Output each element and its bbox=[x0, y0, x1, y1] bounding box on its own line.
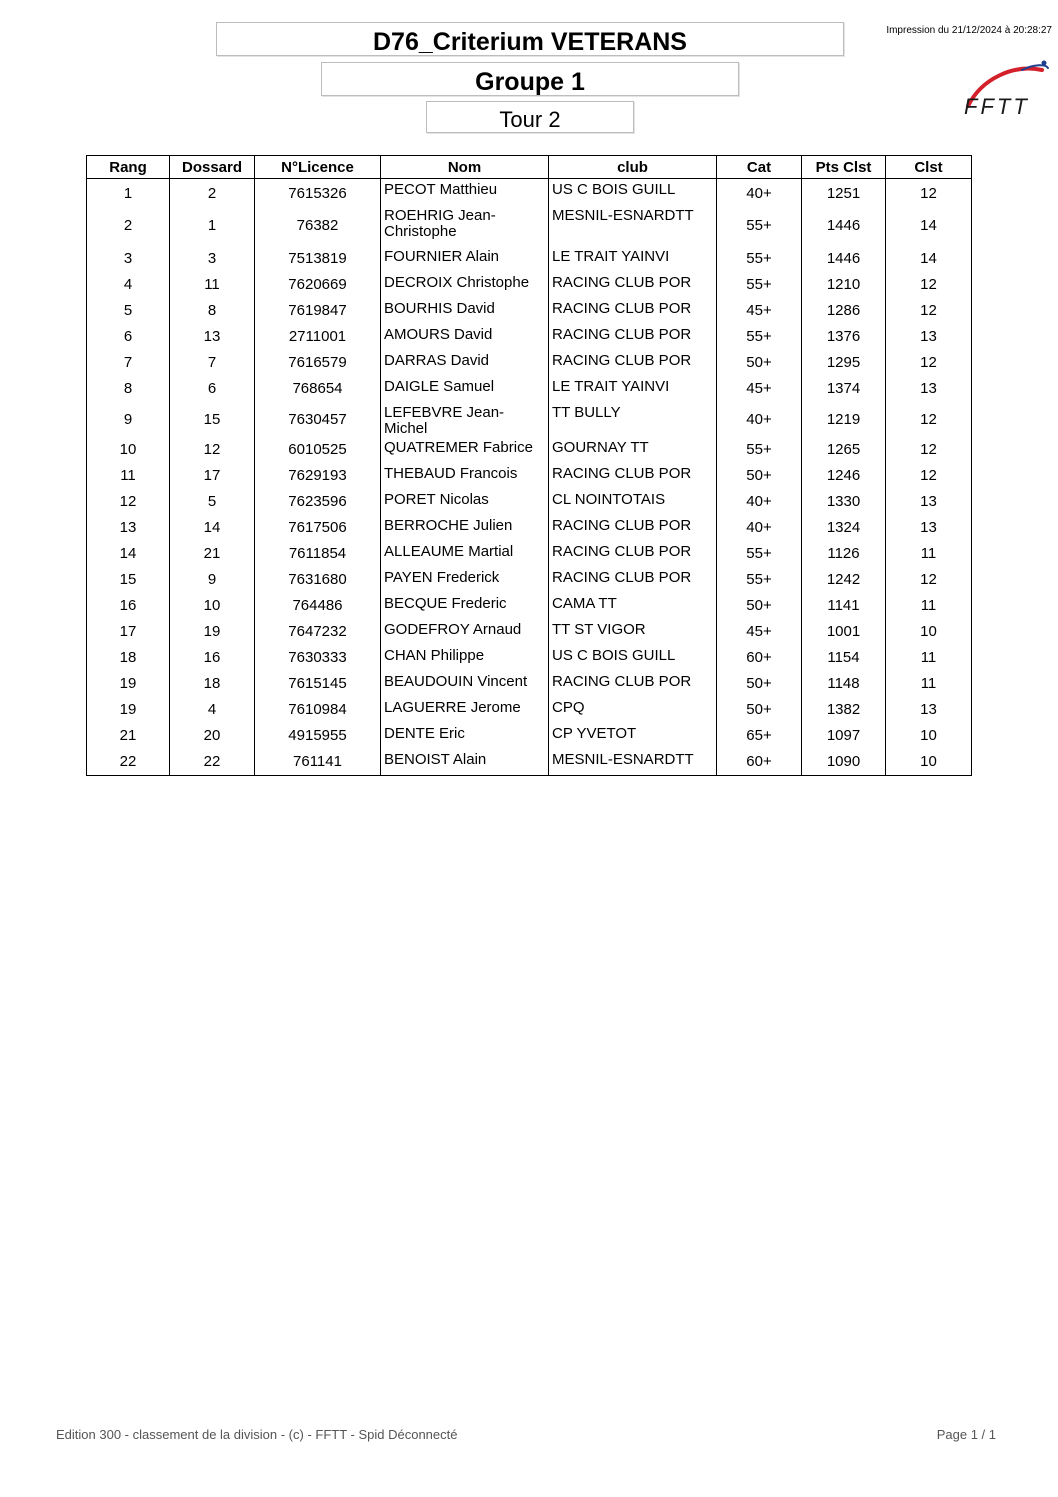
cell-ranking: 14 bbox=[886, 205, 972, 246]
cell-name: THEBAUD Francois bbox=[381, 463, 549, 489]
cell-bib: 1 bbox=[170, 205, 255, 246]
cell-rank: 11 bbox=[87, 463, 170, 489]
cell-name: LAGUERRE Jerome bbox=[381, 697, 549, 723]
cell-club: TT BULLY bbox=[549, 402, 717, 437]
cell-rank: 19 bbox=[87, 697, 170, 723]
cell-ranking: 11 bbox=[886, 671, 972, 697]
table-header-row bbox=[87, 156, 972, 179]
table-row bbox=[87, 489, 972, 515]
cell-licence: 7616579 bbox=[255, 350, 381, 376]
cell-club: RACING CLUB POR bbox=[549, 298, 717, 324]
cell-bib: 8 bbox=[170, 298, 255, 324]
cell-category: 50+ bbox=[717, 671, 802, 697]
cell-rank: 15 bbox=[87, 567, 170, 593]
cell-category: 40+ bbox=[717, 515, 802, 541]
footer-page-number: Page 1 / 1 bbox=[936, 1427, 996, 1442]
table-row bbox=[87, 645, 972, 671]
cell-points: 1446 bbox=[802, 205, 886, 246]
cell-licence: 2711001 bbox=[255, 324, 381, 350]
cell-bib: 12 bbox=[170, 437, 255, 463]
cell-ranking: 11 bbox=[886, 593, 972, 619]
cell-rank: 3 bbox=[87, 246, 170, 272]
column-header-bib: Dossard bbox=[170, 156, 255, 179]
table-row bbox=[87, 567, 972, 593]
column-header-name: Nom bbox=[381, 156, 549, 179]
cell-bib: 15 bbox=[170, 402, 255, 437]
cell-points: 1251 bbox=[802, 179, 886, 206]
cell-rank: 16 bbox=[87, 593, 170, 619]
cell-licence: 7513819 bbox=[255, 246, 381, 272]
cell-licence: 7617506 bbox=[255, 515, 381, 541]
cell-bib: 17 bbox=[170, 463, 255, 489]
cell-licence: 764486 bbox=[255, 593, 381, 619]
table-row bbox=[87, 376, 972, 402]
cell-licence: 76382 bbox=[255, 205, 381, 246]
column-header-rank: Rang bbox=[87, 156, 170, 179]
cell-ranking: 13 bbox=[886, 515, 972, 541]
cell-ranking: 10 bbox=[886, 749, 972, 776]
cell-points: 1446 bbox=[802, 246, 886, 272]
cell-category: 40+ bbox=[717, 402, 802, 437]
cell-points: 1330 bbox=[802, 489, 886, 515]
cell-ranking: 13 bbox=[886, 376, 972, 402]
cell-name: ROEHRIG Jean-Christophe bbox=[381, 205, 549, 246]
cell-category: 55+ bbox=[717, 272, 802, 298]
table-row bbox=[87, 749, 972, 776]
cell-licence: 7631680 bbox=[255, 567, 381, 593]
cell-bib: 6 bbox=[170, 376, 255, 402]
logo-text: FFTT bbox=[964, 94, 1030, 116]
cell-ranking: 13 bbox=[886, 489, 972, 515]
column-header-ranking: Clst bbox=[886, 156, 972, 179]
cell-name: PORET Nicolas bbox=[381, 489, 549, 515]
table-row bbox=[87, 324, 972, 350]
cell-club: MESNIL-ESNARDTT bbox=[549, 749, 717, 776]
cell-points: 1219 bbox=[802, 402, 886, 437]
cell-bib: 4 bbox=[170, 697, 255, 723]
cell-points: 1246 bbox=[802, 463, 886, 489]
print-date: Impression du 21/12/2024 à 20:28:27 bbox=[886, 25, 1052, 36]
cell-bib: 22 bbox=[170, 749, 255, 776]
cell-club: RACING CLUB POR bbox=[549, 324, 717, 350]
cell-category: 50+ bbox=[717, 593, 802, 619]
cell-ranking: 12 bbox=[886, 402, 972, 437]
cell-name: PECOT Matthieu bbox=[381, 179, 549, 206]
column-header-club: club bbox=[549, 156, 717, 179]
cell-ranking: 12 bbox=[886, 463, 972, 489]
cell-licence: 7630457 bbox=[255, 402, 381, 437]
cell-licence: 4915955 bbox=[255, 723, 381, 749]
table-body bbox=[87, 179, 972, 776]
cell-rank: 5 bbox=[87, 298, 170, 324]
cell-name: ALLEAUME Martial bbox=[381, 541, 549, 567]
cell-rank: 14 bbox=[87, 541, 170, 567]
cell-licence: 768654 bbox=[255, 376, 381, 402]
cell-bib: 21 bbox=[170, 541, 255, 567]
cell-rank: 13 bbox=[87, 515, 170, 541]
cell-category: 50+ bbox=[717, 697, 802, 723]
cell-club: US C BOIS GUILL bbox=[549, 179, 717, 206]
cell-name: AMOURS David bbox=[381, 324, 549, 350]
table-row bbox=[87, 246, 972, 272]
cell-club: RACING CLUB POR bbox=[549, 463, 717, 489]
cell-rank: 21 bbox=[87, 723, 170, 749]
table-row bbox=[87, 272, 972, 298]
cell-licence: 7623596 bbox=[255, 489, 381, 515]
cell-name: CHAN Philippe bbox=[381, 645, 549, 671]
cell-licence: 7619847 bbox=[255, 298, 381, 324]
cell-bib: 2 bbox=[170, 179, 255, 206]
cell-category: 45+ bbox=[717, 619, 802, 645]
cell-category: 55+ bbox=[717, 437, 802, 463]
cell-bib: 19 bbox=[170, 619, 255, 645]
cell-points: 1286 bbox=[802, 298, 886, 324]
cell-club: RACING CLUB POR bbox=[549, 541, 717, 567]
table-row bbox=[87, 723, 972, 749]
tour-title: Tour 2 bbox=[426, 101, 634, 133]
cell-bib: 10 bbox=[170, 593, 255, 619]
cell-points: 1001 bbox=[802, 619, 886, 645]
cell-ranking: 12 bbox=[886, 567, 972, 593]
cell-ranking: 11 bbox=[886, 645, 972, 671]
table-row bbox=[87, 619, 972, 645]
cell-name: BERROCHE Julien bbox=[381, 515, 549, 541]
cell-ranking: 11 bbox=[886, 541, 972, 567]
cell-name: DARRAS David bbox=[381, 350, 549, 376]
cell-bib: 18 bbox=[170, 671, 255, 697]
cell-rank: 18 bbox=[87, 645, 170, 671]
cell-name: DENTE Eric bbox=[381, 723, 549, 749]
table-row bbox=[87, 179, 972, 206]
cell-rank: 4 bbox=[87, 272, 170, 298]
cell-rank: 22 bbox=[87, 749, 170, 776]
cell-category: 60+ bbox=[717, 645, 802, 671]
cell-rank: 1 bbox=[87, 179, 170, 206]
ranking-table bbox=[86, 155, 972, 776]
cell-licence: 7615145 bbox=[255, 671, 381, 697]
table-row bbox=[87, 593, 972, 619]
cell-rank: 12 bbox=[87, 489, 170, 515]
cell-bib: 3 bbox=[170, 246, 255, 272]
cell-licence: 7647232 bbox=[255, 619, 381, 645]
table-row bbox=[87, 463, 972, 489]
column-header-category: Cat bbox=[717, 156, 802, 179]
table-row bbox=[87, 437, 972, 463]
cell-bib: 14 bbox=[170, 515, 255, 541]
table-row bbox=[87, 205, 972, 246]
cell-category: 45+ bbox=[717, 298, 802, 324]
fftt-logo bbox=[962, 60, 1052, 116]
cell-club: CAMA TT bbox=[549, 593, 717, 619]
page-title: D76_Criterium VETERANS bbox=[216, 22, 844, 56]
cell-points: 1126 bbox=[802, 541, 886, 567]
cell-rank: 10 bbox=[87, 437, 170, 463]
cell-name: BECQUE Frederic bbox=[381, 593, 549, 619]
cell-name: PAYEN Frederick bbox=[381, 567, 549, 593]
cell-club: TT ST VIGOR bbox=[549, 619, 717, 645]
cell-rank: 19 bbox=[87, 671, 170, 697]
cell-club: US C BOIS GUILL bbox=[549, 645, 717, 671]
column-header-points: Pts Clst bbox=[802, 156, 886, 179]
cell-category: 40+ bbox=[717, 489, 802, 515]
cell-name: BEAUDOUIN Vincent bbox=[381, 671, 549, 697]
cell-category: 55+ bbox=[717, 246, 802, 272]
footer-edition: Edition 300 - classement de la division - (c) - FFTT - Spid Déconnecté bbox=[56, 1427, 458, 1442]
table-row bbox=[87, 515, 972, 541]
cell-club: CP YVETOT bbox=[549, 723, 717, 749]
cell-category: 45+ bbox=[717, 376, 802, 402]
cell-category: 40+ bbox=[717, 179, 802, 206]
cell-points: 1242 bbox=[802, 567, 886, 593]
cell-points: 1374 bbox=[802, 376, 886, 402]
cell-category: 50+ bbox=[717, 463, 802, 489]
cell-category: 55+ bbox=[717, 567, 802, 593]
cell-points: 1148 bbox=[802, 671, 886, 697]
cell-ranking: 10 bbox=[886, 619, 972, 645]
cell-category: 65+ bbox=[717, 723, 802, 749]
cell-ranking: 12 bbox=[886, 437, 972, 463]
cell-licence: 7610984 bbox=[255, 697, 381, 723]
cell-name: DAIGLE Samuel bbox=[381, 376, 549, 402]
cell-rank: 7 bbox=[87, 350, 170, 376]
cell-name: DECROIX Christophe bbox=[381, 272, 549, 298]
cell-bib: 5 bbox=[170, 489, 255, 515]
cell-points: 1295 bbox=[802, 350, 886, 376]
cell-club: RACING CLUB POR bbox=[549, 350, 717, 376]
cell-ranking: 13 bbox=[886, 324, 972, 350]
cell-points: 1097 bbox=[802, 723, 886, 749]
cell-club: LE TRAIT YAINVI bbox=[549, 246, 717, 272]
cell-name: QUATREMER Fabrice bbox=[381, 437, 549, 463]
cell-points: 1324 bbox=[802, 515, 886, 541]
cell-bib: 9 bbox=[170, 567, 255, 593]
table-row bbox=[87, 541, 972, 567]
group-title: Groupe 1 bbox=[321, 62, 739, 96]
cell-category: 55+ bbox=[717, 541, 802, 567]
cell-club: CPQ bbox=[549, 697, 717, 723]
table-row bbox=[87, 402, 972, 437]
cell-points: 1141 bbox=[802, 593, 886, 619]
cell-bib: 16 bbox=[170, 645, 255, 671]
cell-points: 1090 bbox=[802, 749, 886, 776]
cell-ranking: 12 bbox=[886, 272, 972, 298]
cell-points: 1382 bbox=[802, 697, 886, 723]
cell-rank: 2 bbox=[87, 205, 170, 246]
cell-ranking: 12 bbox=[886, 298, 972, 324]
table-row bbox=[87, 697, 972, 723]
cell-bib: 13 bbox=[170, 324, 255, 350]
cell-rank: 8 bbox=[87, 376, 170, 402]
cell-category: 60+ bbox=[717, 749, 802, 776]
cell-club: RACING CLUB POR bbox=[549, 272, 717, 298]
column-header-licence: N°Licence bbox=[255, 156, 381, 179]
cell-ranking: 14 bbox=[886, 246, 972, 272]
cell-licence: 7629193 bbox=[255, 463, 381, 489]
cell-category: 55+ bbox=[717, 324, 802, 350]
table-row bbox=[87, 671, 972, 697]
cell-bib: 7 bbox=[170, 350, 255, 376]
cell-name: FOURNIER Alain bbox=[381, 246, 549, 272]
cell-licence: 7630333 bbox=[255, 645, 381, 671]
cell-licence: 7615326 bbox=[255, 179, 381, 206]
cell-points: 1154 bbox=[802, 645, 886, 671]
cell-bib: 20 bbox=[170, 723, 255, 749]
cell-licence: 7620669 bbox=[255, 272, 381, 298]
cell-points: 1210 bbox=[802, 272, 886, 298]
cell-points: 1376 bbox=[802, 324, 886, 350]
cell-name: BENOIST Alain bbox=[381, 749, 549, 776]
cell-points: 1265 bbox=[802, 437, 886, 463]
cell-ranking: 13 bbox=[886, 697, 972, 723]
cell-licence: 7611854 bbox=[255, 541, 381, 567]
cell-club: MESNIL-ESNARDTT bbox=[549, 205, 717, 246]
table-row bbox=[87, 298, 972, 324]
cell-category: 55+ bbox=[717, 205, 802, 246]
cell-bib: 11 bbox=[170, 272, 255, 298]
cell-rank: 6 bbox=[87, 324, 170, 350]
cell-club: GOURNAY TT bbox=[549, 437, 717, 463]
cell-ranking: 12 bbox=[886, 350, 972, 376]
cell-rank: 17 bbox=[87, 619, 170, 645]
cell-rank: 9 bbox=[87, 402, 170, 437]
cell-club: RACING CLUB POR bbox=[549, 567, 717, 593]
table-row bbox=[87, 350, 972, 376]
cell-name: BOURHIS David bbox=[381, 298, 549, 324]
cell-club: RACING CLUB POR bbox=[549, 671, 717, 697]
cell-name: GODEFROY Arnaud bbox=[381, 619, 549, 645]
cell-name: LEFEBVRE Jean-Michel bbox=[381, 402, 549, 437]
cell-category: 50+ bbox=[717, 350, 802, 376]
cell-club: RACING CLUB POR bbox=[549, 515, 717, 541]
cell-club: CL NOINTOTAIS bbox=[549, 489, 717, 515]
cell-licence: 6010525 bbox=[255, 437, 381, 463]
cell-ranking: 12 bbox=[886, 179, 972, 206]
cell-licence: 761141 bbox=[255, 749, 381, 776]
cell-club: LE TRAIT YAINVI bbox=[549, 376, 717, 402]
cell-ranking: 10 bbox=[886, 723, 972, 749]
